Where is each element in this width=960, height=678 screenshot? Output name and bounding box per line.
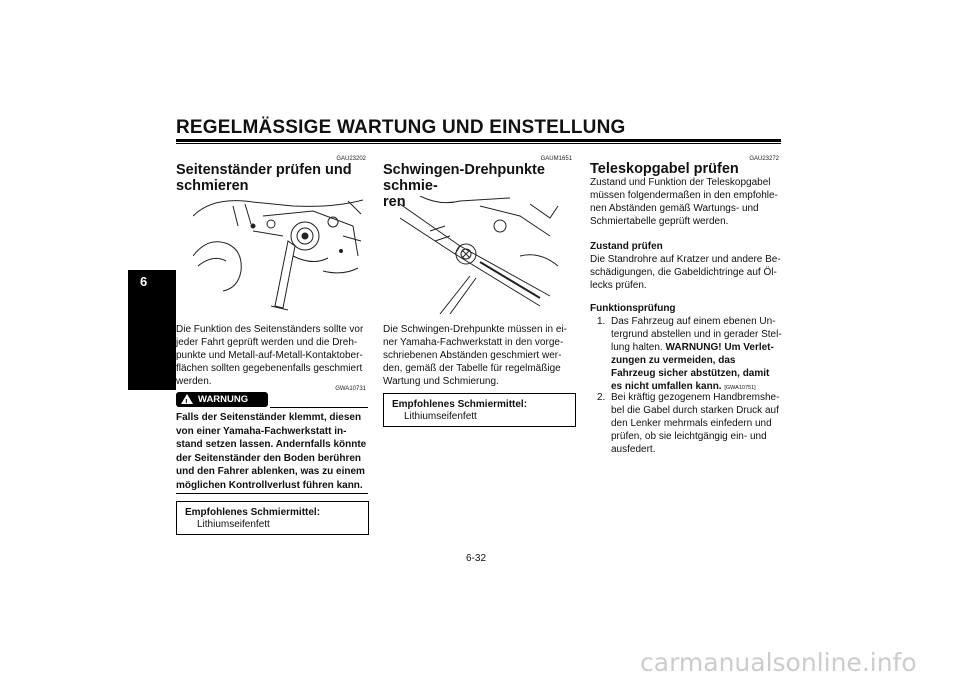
chapter-number: 6 — [140, 274, 148, 289]
fork-intro: Zustand und Funktion der Teleskopgabel müssen folgendermaßen in den empfohle- nen Abständen gemäß Wartungs- und Schmiertabelle geprüft werden. — [590, 177, 778, 227]
sidestand-body: Die Funktion des Seitenständers sollte vor jeder Fahrt geprüft werden und die Dreh- punkte und Metall-auf-Metall-Kontaktober- flächen sollten gegebenenfalls geschmiert werden. — [176, 324, 364, 387]
warning-top-rule — [270, 407, 368, 408]
subheading-condition: Zustand prüfen — [590, 241, 663, 252]
lubricant-label: Empfohlenes Schmiermittel: — [185, 507, 321, 518]
warning-text: Falls der Seitenständer klemmt, diesen von einer Yamaha-Fachwerkstatt in- stand setzen lassen. Andernfalls könnte der Seitenständer den Boden berühren und den Fahrer ablenken, was zu einem möglichen Kontrollverlust führen kann. — [176, 412, 367, 491]
chapter-tab — [128, 270, 176, 390]
lubricant-label: Empfohlenes Schmiermittel: — [392, 399, 528, 410]
warning-bottom-rule — [176, 493, 368, 494]
lubricant-box-sidestand — [176, 501, 369, 535]
section-title-sidestand: Seitenständer prüfen und schmieren — [176, 162, 352, 194]
watermark: carmanualsonline.info — [640, 648, 917, 677]
subheading-function-test: Funktionsprüfung — [590, 303, 676, 314]
lubricant-value: Lithiumseifenfett — [197, 519, 270, 530]
list-item-step-1: 1. Das Fahrzeug auf einem ebenen Un- tergrund abstellen und in gerader Stel- lung halten. WARNUNG! Um Verlet- zungen zu vermeiden, das Fahrzeug sicher abstützen, damit es nicht umfallen kann. [GWA10751] — [597, 316, 782, 392]
section-code-swingarm: GAUM1651 — [540, 156, 572, 162]
exclamation-icon: ! — [185, 398, 188, 407]
condition-text: Die Standrohre auf Kratzer und andere Be- schädigungen, die Gabeldichtringe auf Öl- lecks prüfen. — [590, 254, 781, 291]
page-number: 6-32 — [466, 553, 487, 564]
page-header-title: REGELMÄSSIGE WARTUNG UND EINSTELLUNG — [176, 117, 626, 138]
lubricant-value: Lithiumseifenfett — [404, 411, 477, 422]
header-rule-thin — [176, 143, 781, 144]
section-code-fork: GAU23272 — [749, 156, 779, 162]
section-code-sidestand: GAU23202 — [336, 156, 366, 162]
warning-code: GWA10731 — [335, 386, 366, 392]
section-title-swingarm: Schwingen-Drehpunkte schmie- ren — [383, 162, 545, 210]
swingarm-illustration — [400, 196, 560, 314]
header-rule — [176, 139, 781, 142]
warning-badge — [176, 392, 268, 407]
swingarm-body: Die Schwingen-Drehpunkte müssen in ei- ner Yamaha-Fachwerkstatt in den vorge- schriebenen Abständen geschmiert wer- den, gemäß der Tabelle für regelmäßige Wartung und Schmierung. — [383, 324, 567, 387]
sidestand-illustration — [193, 196, 363, 316]
lubricant-box-swingarm — [383, 393, 576, 427]
section-title-fork: Teleskopgabel prüfen — [590, 161, 739, 177]
list-item-step-2: 2. Bei kräftig gezogenem Handbremshe- bel die Gabel durch starken Druck auf den Lenker mehrmals einfedern und prüfen, ob sie leichtgängig ein- und ausfedert. — [597, 392, 780, 455]
warning-label: WARNUNG — [198, 394, 249, 405]
